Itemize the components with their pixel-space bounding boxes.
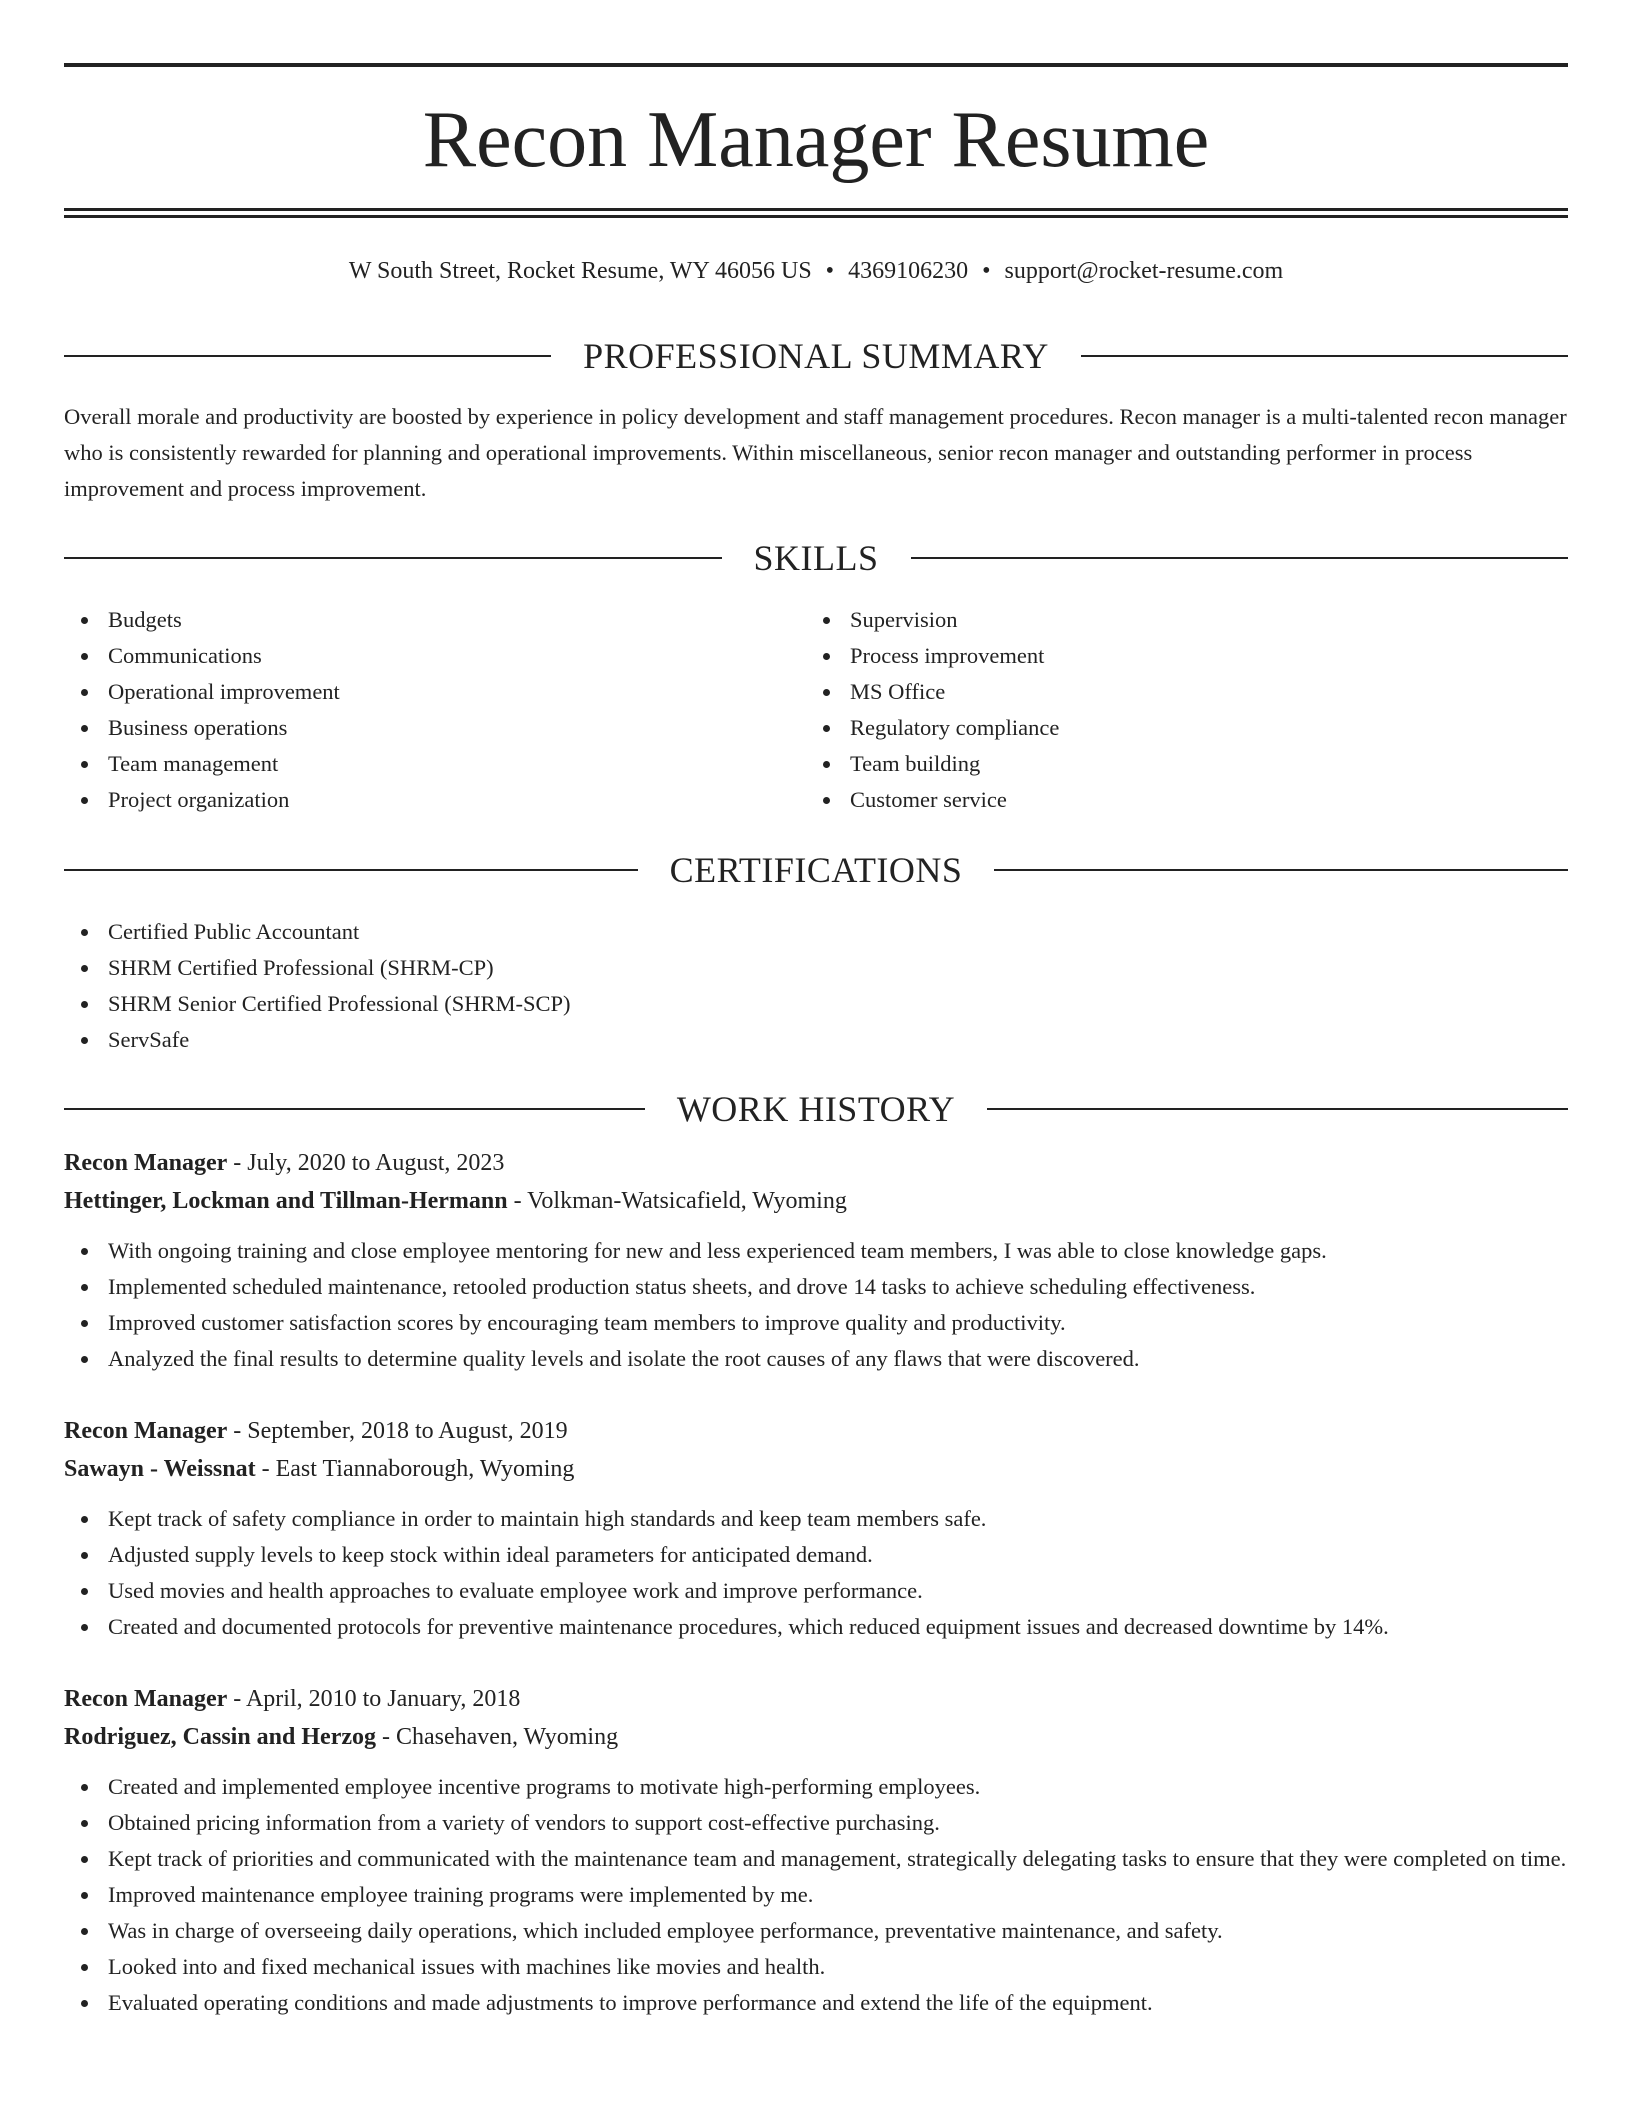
job-bullet: Improved maintenance employee training programs were implemented by me. [64, 1877, 1568, 1913]
job-dates: - April, 2010 to January, 2018 [227, 1686, 521, 1712]
job-bullets [64, 1501, 1568, 1645]
job-title-line [64, 1412, 1568, 1450]
certification-item: SHRM Certified Professional (SHRM-CP) [64, 950, 1568, 986]
skill-item: MS Office [806, 674, 1568, 710]
job-bullet: Kept track of safety compliance in order to maintain high standards and keep team members safe. [64, 1501, 1568, 1537]
section-header-summary [64, 334, 1568, 378]
job-company-line [64, 1718, 1568, 1756]
job-location: - Volkman-Watsicafield, Wyoming [507, 1188, 847, 1214]
skill-item: Business operations [64, 710, 804, 746]
skills-list-right [806, 602, 1568, 818]
skill-item: Regulatory compliance [806, 710, 1568, 746]
contact-address: W South Street, Rocket Resume, WY 46056 US [348, 258, 812, 284]
job-dates: - September, 2018 to August, 2019 [227, 1418, 568, 1444]
job-company-line [64, 1450, 1568, 1488]
skill-item: Customer service [806, 782, 1568, 818]
job-bullet: Created and implemented employee incentive programs to motivate high-performing employees. [64, 1769, 1568, 1805]
section-rule-left [64, 1108, 645, 1110]
job-company-line [64, 1182, 1568, 1220]
title-double-rule-upper [64, 208, 1568, 211]
top-rule [64, 63, 1568, 67]
job-bullet: Looked into and fixed mechanical issues with machines like movies and health. [64, 1949, 1568, 1985]
certification-item: ServSafe [64, 1022, 1568, 1058]
job-title: Recon Manager [64, 1150, 228, 1176]
job-bullets [64, 1233, 1568, 1377]
section-rule-left [64, 557, 722, 559]
section-rule-right [987, 1108, 1568, 1110]
job-bullets [64, 1769, 1568, 2021]
job-bullet: Implemented scheduled maintenance, retooled production status sheets, and drove 14 tasks to achieve scheduling effectiveness. [64, 1269, 1568, 1305]
job-location: - Chasehaven, Wyoming [376, 1724, 619, 1750]
skills-list-left [64, 602, 804, 818]
skill-item: Team building [806, 746, 1568, 782]
certification-item: Certified Public Accountant [64, 914, 1568, 950]
section-rule-right [1081, 355, 1568, 357]
section-rule-right [994, 869, 1568, 871]
contact-separator: • [982, 258, 991, 284]
contact-phone: 4369106230 [848, 258, 969, 284]
resume-title: Recon Manager Resume [422, 96, 1210, 184]
job-title-line [64, 1144, 1568, 1182]
title-double-rule-lower [64, 215, 1568, 218]
certification-item: SHRM Senior Certified Professional (SHRM-SCP) [64, 986, 1568, 1022]
job-dates: - July, 2020 to August, 2023 [227, 1150, 505, 1176]
skill-item: Project organization [64, 782, 804, 818]
contact-line [64, 255, 1568, 287]
section-title-summary: PROFESSIONAL SUMMARY [583, 336, 1049, 376]
section-rule-left [64, 869, 638, 871]
skill-item: Budgets [64, 602, 804, 638]
job-company: Rodriguez, Cassin and Herzog [64, 1724, 376, 1750]
summary-paragraph: Overall morale and productivity are boosted by experience in policy development and staff management procedures. Recon manager is a multi-talented recon manager who is consistently rewarded for planning and operational improvements. Within miscellaneous, senior recon manager and outstanding performer in process improvement and process improvement. [64, 404, 1567, 501]
section-rule-right [911, 557, 1569, 559]
job-title-line [64, 1680, 1568, 1718]
job-bullet: Obtained pricing information from a variety of vendors to support cost-effective purchasing. [64, 1805, 1568, 1841]
skill-item: Team management [64, 746, 804, 782]
section-title-work-history: WORK HISTORY [676, 1089, 956, 1129]
skill-item: Supervision [806, 602, 1568, 638]
job-bullet: Created and documented protocols for preventive maintenance procedures, which reduced equipment issues and decreased downtime by 14%. [64, 1609, 1568, 1645]
job-company: Sawayn - Weissnat [64, 1456, 256, 1482]
skill-item: Process improvement [806, 638, 1568, 674]
job-bullet: Improved customer satisfaction scores by encouraging team members to improve quality and productivity. [64, 1305, 1568, 1341]
job-bullet: Adjusted supply levels to keep stock within ideal parameters for anticipated demand. [64, 1537, 1568, 1573]
job-bullet: Analyzed the final results to determine quality levels and isolate the root causes of any flaws that were discovered. [64, 1341, 1568, 1377]
job-bullet: Was in charge of overseeing daily operations, which included employee performance, preventative maintenance, and safety. [64, 1913, 1568, 1949]
section-header-work-history [64, 1087, 1568, 1131]
skill-item: Operational improvement [64, 674, 804, 710]
section-rule-left [64, 355, 551, 357]
contact-separator: • [825, 258, 835, 284]
contact-email: support@rocket-resume.com [1004, 258, 1284, 284]
job-bullet: Used movies and health approaches to evaluate employee work and improve performance. [64, 1573, 1568, 1609]
section-header-skills [64, 536, 1568, 580]
section-title-certifications: CERTIFICATIONS [669, 850, 963, 890]
section-header-certifications [64, 848, 1568, 892]
job-location: - East Tiannaborough, Wyoming [255, 1456, 575, 1482]
job-bullet: Evaluated operating conditions and made adjustments to improve performance and extend the life of the equipment. [64, 1985, 1568, 2021]
job-title: Recon Manager [64, 1686, 228, 1712]
job-title: Recon Manager [64, 1418, 228, 1444]
job-company: Hettinger, Lockman and Tillman-Hermann [64, 1188, 508, 1214]
job-bullet: With ongoing training and close employee mentoring for new and less experienced team members, I was able to close knowledge gaps. [64, 1233, 1568, 1269]
section-title-skills: SKILLS [753, 538, 879, 578]
skill-item: Communications [64, 638, 804, 674]
job-bullet: Kept track of priorities and communicated with the maintenance team and management, strategically delegating tasks to ensure that they were completed on time. [64, 1841, 1568, 1877]
certifications-list [64, 914, 1568, 1058]
